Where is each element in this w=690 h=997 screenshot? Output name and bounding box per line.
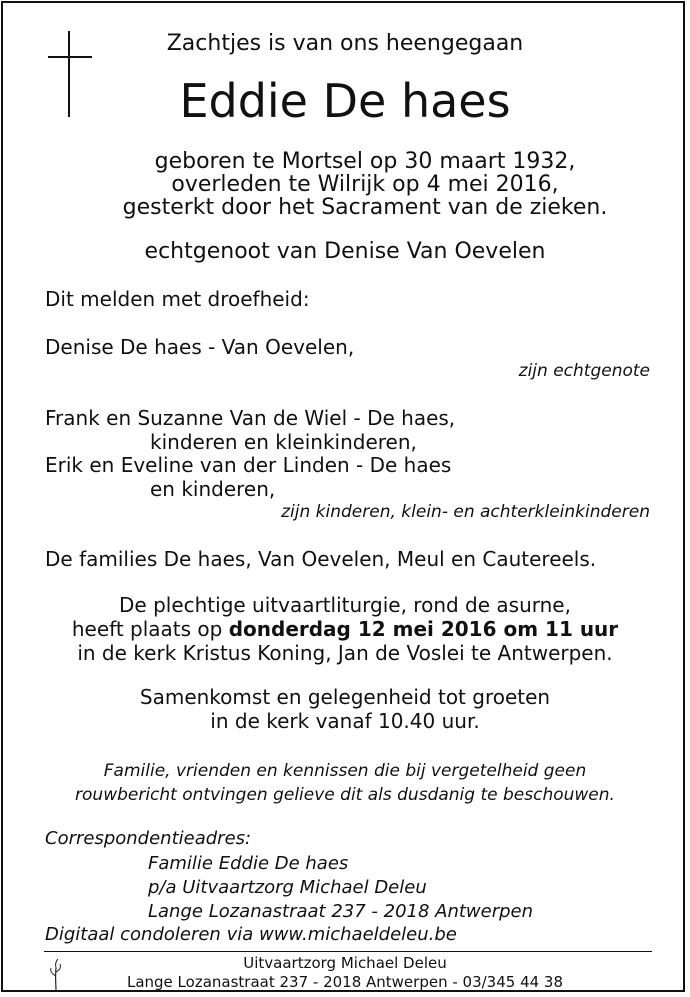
died-line: overleden te Wilrijk op 4 mei 2016,	[171, 172, 559, 197]
ceremony-line2-pre: heeft plaats op	[71, 617, 229, 641]
announcer-spouse: Denise De haes - Van Oevelen,	[45, 335, 355, 359]
children-role: zijn kinderen, klein- en achterkleinkinderen	[281, 502, 650, 522]
ceremony-line3: in de kerk Kristus Koning, Jan de Voslei te Antwerpen.	[77, 641, 613, 665]
spouse-line: echtgenoot van Denise Van Oevelen	[144, 239, 546, 264]
footer-address: Lange Lozanastraat 237 - 2018 Antwerpen - 03/345 44 38	[126, 973, 564, 991]
ceremony-line1: De plechtige uitvaartliturgie, rond de asurne,	[119, 593, 571, 617]
intro-line: Zachtjes is van ons heengegaan	[166, 31, 524, 56]
digital-condolence: Digitaal condoleren via www.michaeldeleu.be	[45, 924, 457, 945]
announce-intro: Dit melden met droefheid:	[45, 287, 310, 311]
announcer-child1-sub: kinderen en kleinkinderen,	[150, 430, 417, 454]
spouse-role: zijn echtgenote	[518, 361, 650, 381]
correspondence-line2: p/a Uitvaartzorg Michael Deleu	[148, 877, 427, 898]
families-line: De families De haes, Van Oevelen, Meul en Cautereels.	[45, 547, 597, 571]
gathering-line2: in de kerk vanaf 10.40 uur.	[210, 709, 480, 733]
born-line: geboren te Mortsel op 30 maart 1932,	[154, 149, 576, 174]
correspondence-line3: Lange Lozanastraat 237 - 2018 Antwerpen	[148, 901, 534, 922]
gathering-line1: Samenkomst en gelegenheid tot groeten	[139, 685, 551, 709]
ceremony-line2	[0, 618, 690, 640]
announcer-child1: Frank en Suzanne Van de Wiel - De haes,	[45, 406, 456, 430]
announcer-child2: Erik en Eveline van der Linden - De haes	[45, 453, 452, 477]
footer-company: Uitvaartzorg Michael Deleu	[243, 954, 447, 972]
sacrament-line: gesterkt door het Sacrament van de zieken.	[122, 195, 608, 220]
correspondence-line1: Familie Eddie De haes	[148, 853, 349, 874]
footer-divider	[44, 951, 652, 952]
deceased-name: Eddie De haes	[179, 74, 511, 128]
notice-line2: rouwbericht ontvingen gelieve dit als dusdanig te beschouwen.	[75, 785, 615, 805]
announcer-child2-sub: en kinderen,	[150, 477, 276, 501]
ceremony-datetime: donderdag 12 mei 2016 om 11 uur	[228, 617, 619, 641]
notice-line1: Familie, vrienden en kennissen die bij vergetelheid geen	[103, 761, 587, 781]
correspondence-label: Correspondentieadres:	[45, 828, 252, 849]
